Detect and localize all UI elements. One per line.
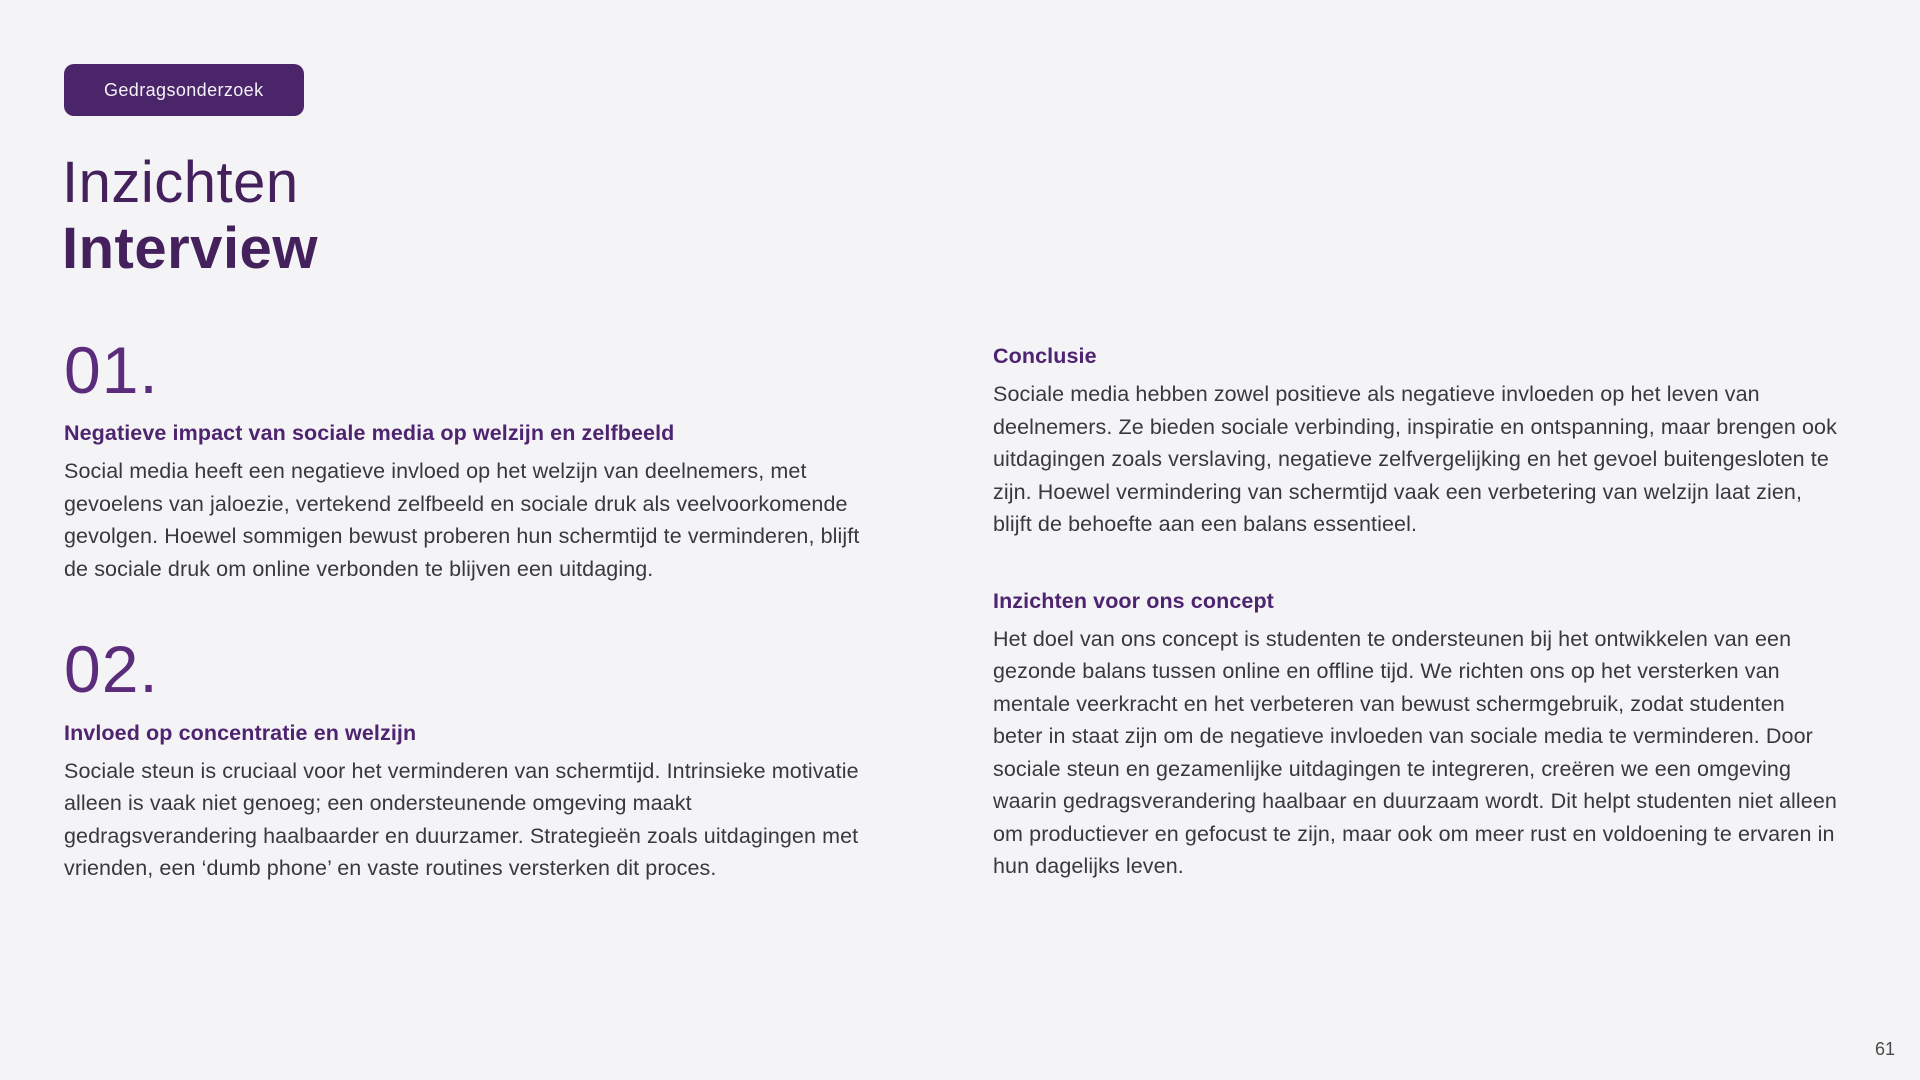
- left-column: [64, 333, 874, 885]
- category-badge-label: Gedragsonderzoek: [104, 79, 264, 100]
- page-title-line2: Interview: [62, 216, 318, 281]
- insight-section-2-body: Sociale steun is cruciaal voor het verminderen van schermtijd. Intrinsieke motivatie alleen is vaak niet genoeg; een ondersteunende omgeving maakt gedragsverandering haalbaarder en duurzamer. Strategieën zoals uitdagingen met vrienden, een ‘dumb phone’ en vaste routines versterken dit proces.: [64, 758, 859, 881]
- category-badge: [64, 64, 304, 116]
- concept-insights-section: [993, 589, 1838, 883]
- page-title: [62, 150, 318, 282]
- conclusion-section: [993, 344, 1838, 541]
- insight-section-1-body: Social media heeft een negatieve invloed op het welzijn van deelnemers, met gevoelens van jaloezie, vertekend zelfbeeld en sociale druk als veelvoorkomende gevolgen. Hoewel sommigen bewust proberen hun schermtijd te verminderen, blijft de sociale druk om online verbonden te blijven een uitdaging.: [64, 459, 860, 581]
- concept-insights-heading: Inzichten voor ons concept: [993, 588, 1274, 613]
- insight-section-2: [64, 632, 874, 884]
- page-title-line1: Inzichten: [62, 150, 299, 215]
- right-column: [993, 344, 1838, 883]
- conclusion-heading: Conclusie: [993, 344, 1097, 368]
- insight-section-1: [64, 333, 874, 585]
- page-number: 61: [1874, 1039, 1895, 1059]
- insight-section-2-heading: Invloed op concentratie en welzijn: [64, 720, 417, 745]
- insight-section-2-number: 02.: [64, 632, 159, 707]
- conclusion-body: Sociale media hebben zowel positieve als negatieve invloeden op het leven van deelnemers. Ze bieden sociale verbinding, inspiratie en ontspanning, maar brengen ook uitdagingen zoals verslaving, negatieve zelfvergelijking en het gevoel buitengesloten te zijn. Hoewel vermindering van schermtijd vaak een verbetering van welzijn laat zien, blijft de behoefte aan een balans essentieel.: [993, 382, 1837, 536]
- insight-section-1-heading: Negatieve impact van sociale media op welzijn en zelfbeeld: [64, 421, 675, 446]
- insight-section-1-number: 01.: [64, 333, 159, 407]
- concept-insights-body: Het doel van ons concept is studenten te ondersteunen bij het ontwikkelen van een gezonde balans tussen online en offline tijd. We richten ons op het versterken van mentale veerkracht en het verbeteren van bewust schermgebruik, zodat studenten beter in staat zijn om de negatieve invloeden van sociale media te verminderen. Door sociale steun en gezamenlijke uitdagingen te integreren, creëren we een omgeving waarin gedragsverandering haalbaar en duurzaam wordt. Dit helpt studenten niet alleen om productiever en gefocust te zijn, maar ook om meer rust en voldoening te ervaren in hun dagelijks leven.: [993, 626, 1837, 878]
